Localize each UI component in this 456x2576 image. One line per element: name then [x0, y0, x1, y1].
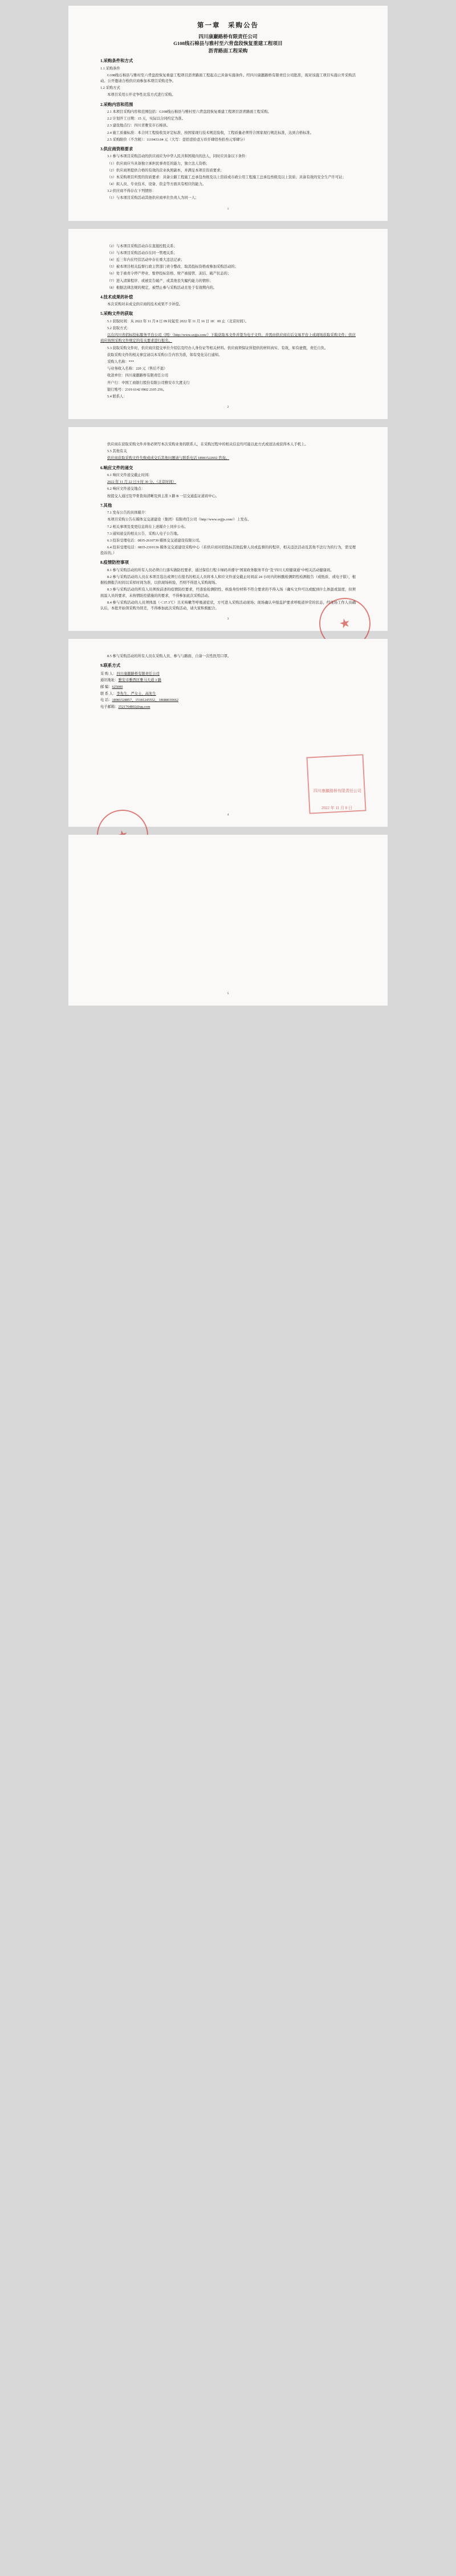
- section-heading-6: 6.响应文件的递交: [100, 465, 133, 470]
- paragraph: 7.2 相关事项及变更信息将在上述媒介上同步公布。: [107, 524, 188, 529]
- paragraph: 7.3 通知递交的相关公告、采购人电子公告地。: [107, 531, 181, 536]
- paragraph: （8）根据法律法规的规定，被禁止参与采购活动且处于有效期内的。: [107, 285, 217, 290]
- paragraph: （5）被本项目相关监督行政主管部门责令整改、取消投标资格或参加采购活动的；: [107, 265, 238, 269]
- paragraph: 2.3 建设地点行：四川省雅安市石棉县。: [107, 124, 170, 128]
- page-number: 5: [227, 991, 229, 995]
- bank-name: 开户行：中国工商银行股份有限公司雅安市大渡支行: [107, 380, 190, 385]
- paragraph: （4）拟人员、专业技术、设备、资金等方面具有相应的能力。: [107, 182, 206, 187]
- paragraph: 供应商在获取采购文件并务必须写本次采购业务的联系人，在采购过程中的相关信息均可能以此方式或送达或获得本人手机上。: [107, 442, 308, 447]
- submission-deadline: 2022 年 11 月 22 日 9 时 30 分。（北京时间）: [107, 480, 176, 485]
- contact-value: 18981528857、15181245552、18688030662: [112, 698, 178, 703]
- paragraph: 1.1 采购条件: [100, 66, 120, 71]
- complaint-phone-1: 6.3 投诉受理电话：0835-2610739 媒体交交道建设有限公司。: [107, 538, 203, 543]
- paragraph: （2）供应商须提供合格的有效的营业执照副本，并满足本项目资质要求；: [107, 168, 224, 173]
- seal-date: 2022 年 11 月 8 日: [321, 806, 352, 811]
- paragraph: （3）与本项目采购活动存在同一管理关系；: [107, 251, 177, 255]
- acquisition-time: 5.1 获取时间：从 2022 年 11 月 8 日 09 时起至 2022 年 11 月 16 日 18：00 止（北京时间）。: [107, 319, 249, 323]
- section-heading-5: 5.采购文件的获取: [100, 311, 133, 317]
- paragraph: （4）近三年内在经营活动中存在重大违法记录；: [107, 258, 185, 262]
- contact-label: 电 话：: [100, 698, 112, 703]
- paragraph: G108线石棉县与雅村至六背盘段恢复重建工程项目沥青路面工程起点已具备实施条件。经四川康巖路桥有限责任公司批准，现对该施工项目实施公开采购活动。公开邀请合格供应商参加本项目采购竞争。: [100, 73, 356, 84]
- contact-row: [100, 671, 356, 678]
- paragraph: （1）供应商应当具备独立承担民事责任的能力，独立法人资格；: [107, 161, 210, 166]
- section-heading-3: 3.供应商资格要求: [100, 146, 133, 151]
- contact-value: 四川康巖路桥有限责任公司: [116, 671, 160, 676]
- paragraph: 5.5 其他有关: [107, 449, 127, 454]
- support-phone-paragraph: 供应商获取采购文件失败或成交后其他问题请与联系电话 18981522602 咨询。: [107, 456, 230, 461]
- seal-star-icon: ★: [337, 615, 352, 632]
- paragraph: （6）处于被责令停产停业、暂停投标资格、财产被接管、冻结、破产状态的；: [107, 272, 231, 276]
- contact-row: [100, 691, 356, 698]
- purchaser-name: 采购人名称：***: [107, 359, 135, 364]
- paragraph: 5.3 获取采购文件时，供应商应提交单位介绍信及经办人身份证等相关材料。供应商须保证所提供的材料真实、有效，如有虚假，责任自负。: [107, 346, 328, 350]
- paragraph: 6.1 响应文件递交截止时间：: [107, 473, 152, 478]
- page-number: 3: [227, 617, 229, 621]
- contact-label: 通讯地址：: [100, 678, 119, 683]
- contact-row: [100, 697, 356, 704]
- paragraph: 3.2 供应商不得存在下列情形：: [107, 189, 156, 194]
- paragraph: 7.1 发布公告的具体媒介：: [107, 511, 149, 515]
- paragraph: 3.1 参与本项目采购活动的供应商应为中华人民共和国境内的法人，同时应具备以下条件：: [107, 154, 249, 159]
- bank-account: 银行账号：2319 6142 0902 2105 256。: [107, 387, 166, 392]
- section-heading-2: 2.采购内容和范围: [100, 101, 133, 107]
- document-sheet-1: [68, 6, 388, 221]
- page-number: 4: [227, 813, 229, 817]
- contact-label: 邮 编：: [100, 684, 112, 689]
- section-heading-7: 7.其他: [100, 502, 112, 508]
- contact-row: [100, 677, 356, 684]
- paragraph: 8.3 参与采购活动的所有人员须按前述的疫情防控要求，经查验检测阴性、核验身份材料不符合要求的不得入场（确实文件可以或配到什么体温或温度，但须面温人员的要求，未按情防控措施的的要求，不得参加此次采购活动。: [100, 588, 356, 598]
- org-name-line-1: 四川康巖路桥有限责任公司: [198, 34, 258, 39]
- section-heading-8: 8.疫情防控事项: [100, 560, 129, 565]
- document-sheet-3: [68, 427, 388, 631]
- section-heading-9: 9.联系方式: [100, 663, 121, 668]
- paragraph: 2.2 计划开工日期：15 天，实际以合同约定为准。: [107, 117, 185, 121]
- paragraph: 本项目采用公开竞争性比选方式进行采购。: [107, 93, 176, 97]
- contact-label: 联 系 人：: [100, 691, 117, 696]
- paragraph: 获取采购文件的相关事宜请以本采购公告内容为准，如有变化另行通知。: [107, 352, 222, 357]
- purchase-price-limit: 2.5 采购限价（不含税）：1119433.04 元（大写：壹佰壹拾壹万玖仟肆佰叁拾叁元零肆分）: [107, 137, 247, 142]
- document-sheet-5: [68, 835, 388, 1006]
- seal-org-name: 四川康巖路桥有限责任公司: [314, 789, 361, 794]
- paragraph: （1）与本项目采购活动其他供应商单位负责人为同一人；: [107, 196, 199, 200]
- paragraph: 8.2 参与采购活动的人员在本项目选出或须行在报名的相关人员将本人和应文件递交截止时间前 24 小时内的核酸检测阴性检测报告（或纸质、或电子版），根据检测报告时间以采样时间为准，以供现场核验，否则不得进入采购现场。: [100, 575, 356, 585]
- paragraph: 8.4 参与采购活动的人员须体温（＜37.3℃）且无咳嗽等呼吸道症状，方可进入采购活动现场；现场确认申报监护要求呼吸道异常的状态，经现场工作人员确认后，本批开始领采购为误差，不得参加此次采购活动，请大家积极配合。: [100, 600, 356, 610]
- contact-label: 采 购 人：: [100, 671, 117, 676]
- paragraph: （2）与本项目采购活动存在直接控股关系；: [107, 244, 177, 248]
- platform-url-paragraph: 以在四川省招标投标服务平台公司（网）（http://www.sxjjjs.com/）下载获取本文件并签为电子文件，并需由供应商在后交易平台上或现场获取采购文件；供应商应按照采购文件规定的有关要求进行报名。: [100, 333, 356, 343]
- contact-row: [100, 704, 356, 711]
- project-subject: 沥青路面工程采购: [208, 47, 248, 54]
- paragraph: 8.5 参与采购活动的所有人员在采购人员、参与与路面、自备一次性医用口罩。: [107, 654, 231, 659]
- media-publication: 本项目采购公告在媒体交交道建设（集团）有限责任公司（http://www.sxjjjs.com/）上发布。: [107, 518, 251, 522]
- paragraph: 8.1 参与采购活动的所有人员必须自行落实做防控要求，通过保佳行程卡绿码并遵守"国家政务服务平台"及"四川天府健康通"中相关活动健康码。: [107, 568, 334, 572]
- paragraph: （3）本采购项目所需的资质要求：具备公路工程施工总承包叁级及以上资质或市政公用工程施工总承包叁级及以上资质；具备有效的安全生产许可证；: [107, 175, 346, 179]
- document-sheet-2: [68, 229, 388, 419]
- page-number: 2: [227, 405, 229, 409]
- document-sheet-4: [68, 639, 388, 826]
- complaint-phone-2: 6.4 投诉受理电话：0835-2310136 媒体交交道建设采购中心（若供应商对招投标其他监督人员或监督的的程序，相关违法活动及其他不法行为的行为，需受理投诉的。）: [100, 545, 356, 556]
- contact-person-label: 5.4 联系人：: [107, 394, 127, 399]
- paragraph: 2.4 施工质量标准：本合同工程验收及评定标准，按国家现行技术规范验收，工程质量必须符合国家现行规范标准，达到合格标准。: [107, 130, 314, 135]
- contact-label: 电子邮箱：: [100, 704, 119, 709]
- document-page-container: [0, 6, 456, 1006]
- contact-value: 2521764802@qq.com: [118, 704, 150, 709]
- chapter-title: 第一章 采购公告: [197, 22, 259, 29]
- paragraph: 1.2 采购方式: [100, 86, 120, 91]
- contact-value: 雅安市雅西区雅马大道 3 路: [118, 678, 162, 683]
- paragraph: 6.2 响应文件递交地点：: [107, 487, 145, 491]
- contact-value: 625000: [112, 684, 123, 689]
- section-heading-4: 4.技术成果的补偿: [100, 294, 133, 300]
- paragraph: 本次采购对未成交供应商的技术成果不予补偿。: [107, 302, 183, 307]
- section-heading-1: 1.采购条件和方式: [100, 58, 133, 64]
- document-fee: 与业务收入名称：220 元（售后不退）: [107, 367, 168, 371]
- contact-row: [100, 684, 356, 691]
- paragraph: 5.2 获取方式：: [107, 326, 131, 331]
- payee-unit: 收款单位：四川康巖路桥有限责任公司: [107, 374, 169, 378]
- paragraph: 2.1 本项目采购内容和范围包括：G108线石棉县与雅村至六背盘段恢复重建工程项目沥青路面工程采购。: [107, 110, 271, 114]
- paragraph: （7）进入清算程序、或被宣告破产、或其他丧失履约能力的情形；: [107, 278, 213, 283]
- org-name-line-2: G108线石棉县与雅村至六背盘段恢复重建工程项目: [173, 40, 283, 47]
- submission-location: 按提交人通过及甲骨查询清晰及到主准 3 路 B 一层交通监证道码中心。: [107, 494, 219, 498]
- contact-value: 李先生、严女士、高先生: [116, 691, 156, 696]
- page-number: 1: [227, 207, 229, 211]
